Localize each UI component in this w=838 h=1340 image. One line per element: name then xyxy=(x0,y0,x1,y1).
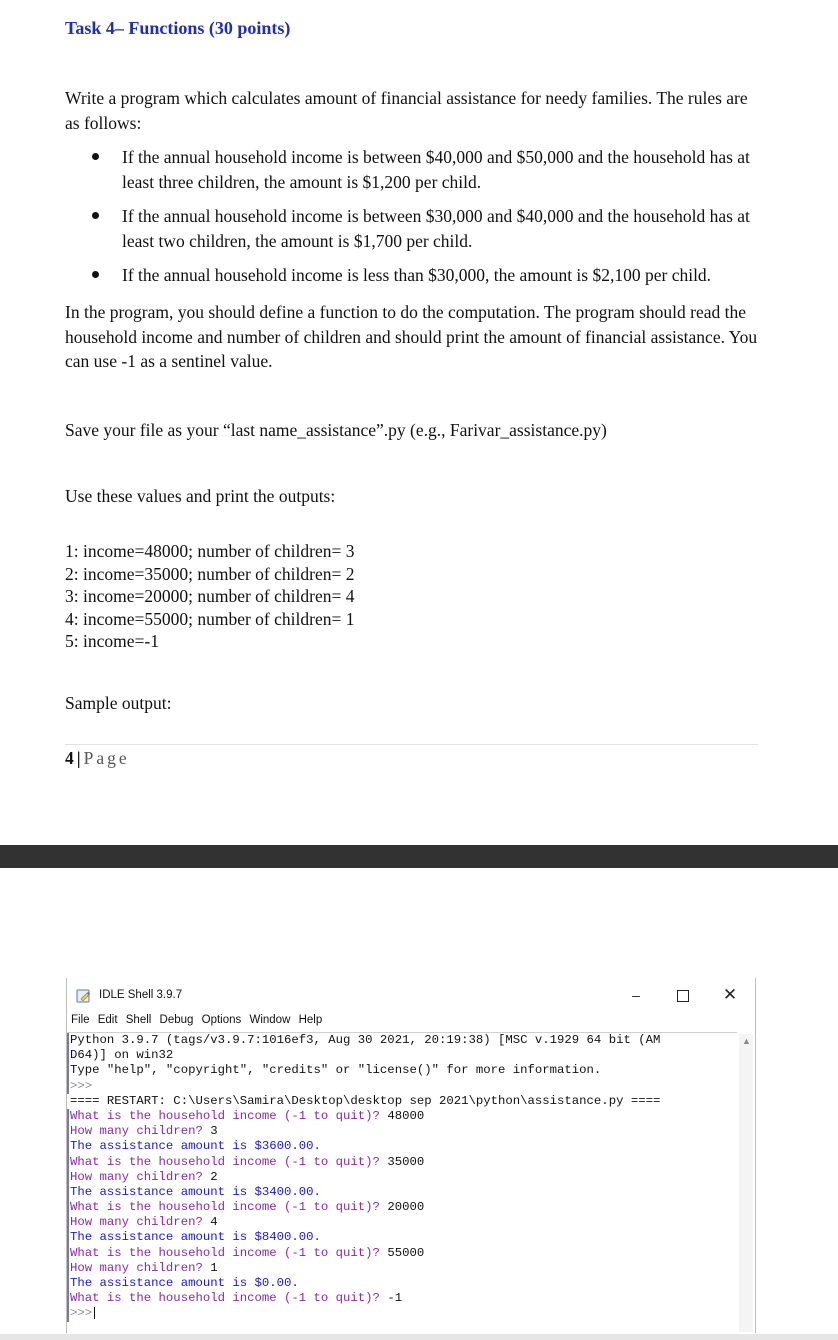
page-number: 4 xyxy=(65,748,74,768)
maximize-button[interactable] xyxy=(660,983,706,1007)
idle-shell-window xyxy=(66,978,756,1333)
shell-text-area[interactable] xyxy=(67,1032,737,1333)
banner-line: Python 3.9.7 (tags/v3.9.7:1016ef3, Aug 30 2021, 20:19:38) [MSC v.1929 64 bit (AM xyxy=(67,1033,737,1048)
menu-shell[interactable]: Shell xyxy=(125,1014,152,1026)
bottom-edge xyxy=(0,1334,838,1340)
task-title: Task 4– Functions (30 points) xyxy=(65,18,291,38)
session-line: The assistance amount is $8400.00. xyxy=(67,1230,737,1245)
value-item: 2: income=35000; number of children= 2 xyxy=(65,563,355,584)
value-item: 5: income=-1 xyxy=(65,631,159,651)
bullet-icon xyxy=(92,153,99,160)
footer-separator: | xyxy=(76,748,81,768)
rule-item: If the annual household income is between $40,000 and $50,000 and the household has at least three children, the amount is $1,200 per child. xyxy=(65,145,765,194)
menu-help[interactable]: Help xyxy=(298,1014,323,1026)
minimize-button[interactable]: – xyxy=(632,987,640,1003)
scroll-up-icon[interactable]: ▲ xyxy=(742,1036,751,1046)
session-line: How many children? 3 xyxy=(67,1124,737,1139)
menu-bar xyxy=(67,1014,323,1032)
banner-line: Type "help", "copyright", "credits" or "license()" for more information. xyxy=(67,1063,737,1078)
menu-window[interactable]: Window xyxy=(249,1014,291,1026)
bullet-icon xyxy=(92,212,99,219)
session-line: What is the household income (-1 to quit)? 35000 xyxy=(67,1155,737,1170)
values-list xyxy=(65,540,354,653)
window-title: IDLE Shell 3.9.7 xyxy=(99,989,183,1001)
footer-divider xyxy=(65,744,758,745)
page-break-bar xyxy=(0,845,838,868)
save-note: Save your file as your “last name_assistance”.py (e.g., Farivar_assistance.py) xyxy=(65,420,607,440)
rule-item: If the annual household income is less than $30,000, the amount is $2,100 per child. xyxy=(65,263,765,288)
value-item: 3: income=20000; number of children= 4 xyxy=(65,586,355,606)
intro-paragraph: Write a program which calculates amount of financial assistance for needy families. The rules are as follows: xyxy=(65,88,748,133)
text-cursor xyxy=(94,1307,95,1319)
session-line: The assistance amount is $0.00. xyxy=(67,1276,737,1291)
session-line: The assistance amount is $3400.00. xyxy=(67,1185,737,1200)
session-line: The assistance amount is $3600.00. xyxy=(67,1139,737,1154)
restart-line: ==== RESTART: C:\Users\Samira\Desktop\desktop sep 2021\python\assistance.py ==== xyxy=(70,1093,661,1108)
value-item: 1: income=48000; number of children= 3 xyxy=(65,541,355,561)
program-description: In the program, you should define a function to do the computation. The program should read the household income and number of children and should print the amount of financial assistance. You can use -1 as a sentinel value. xyxy=(65,302,758,371)
session-line: How many children? 1 xyxy=(67,1261,737,1276)
rules-list xyxy=(65,145,765,288)
session-line: What is the household income (-1 to quit)? -1 xyxy=(67,1291,737,1306)
close-button[interactable]: ✕ xyxy=(722,985,738,1004)
session-line: What is the household income (-1 to quit)? 20000 xyxy=(67,1200,737,1215)
banner-line: D64)] on win32 xyxy=(67,1048,737,1063)
shell-prompt: >>> xyxy=(67,1079,737,1094)
page-footer xyxy=(65,748,130,769)
vertical-scrollbar[interactable] xyxy=(739,1034,753,1332)
session-line: What is the household income (-1 to quit)? 55000 xyxy=(67,1246,737,1261)
bullet-icon xyxy=(92,271,99,278)
session-line: How many children? 2 xyxy=(67,1170,737,1185)
window-titlebar[interactable] xyxy=(67,978,755,1012)
menu-debug[interactable]: Debug xyxy=(159,1014,194,1026)
python-idle-icon xyxy=(76,988,92,1004)
page-word: Page xyxy=(83,748,130,768)
final-prompt: >>> xyxy=(67,1306,737,1321)
menu-edit[interactable]: Edit xyxy=(97,1014,118,1026)
maximize-icon xyxy=(677,990,689,1002)
session-line: What is the household income (-1 to quit)? 48000 xyxy=(67,1109,737,1124)
rule-item: If the annual household income is between $30,000 and $40,000 and the household has at least two children, the amount is $1,700 per child. xyxy=(65,204,765,253)
menu-options[interactable]: Options xyxy=(201,1014,242,1026)
value-item: 4: income=55000; number of children= 1 xyxy=(65,608,355,629)
sample-output-label: Sample output: xyxy=(65,693,172,713)
menu-file[interactable]: File xyxy=(71,1014,90,1026)
session-line: How many children? 4 xyxy=(67,1215,737,1230)
use-values-label: Use these values and print the outputs: xyxy=(65,486,336,506)
